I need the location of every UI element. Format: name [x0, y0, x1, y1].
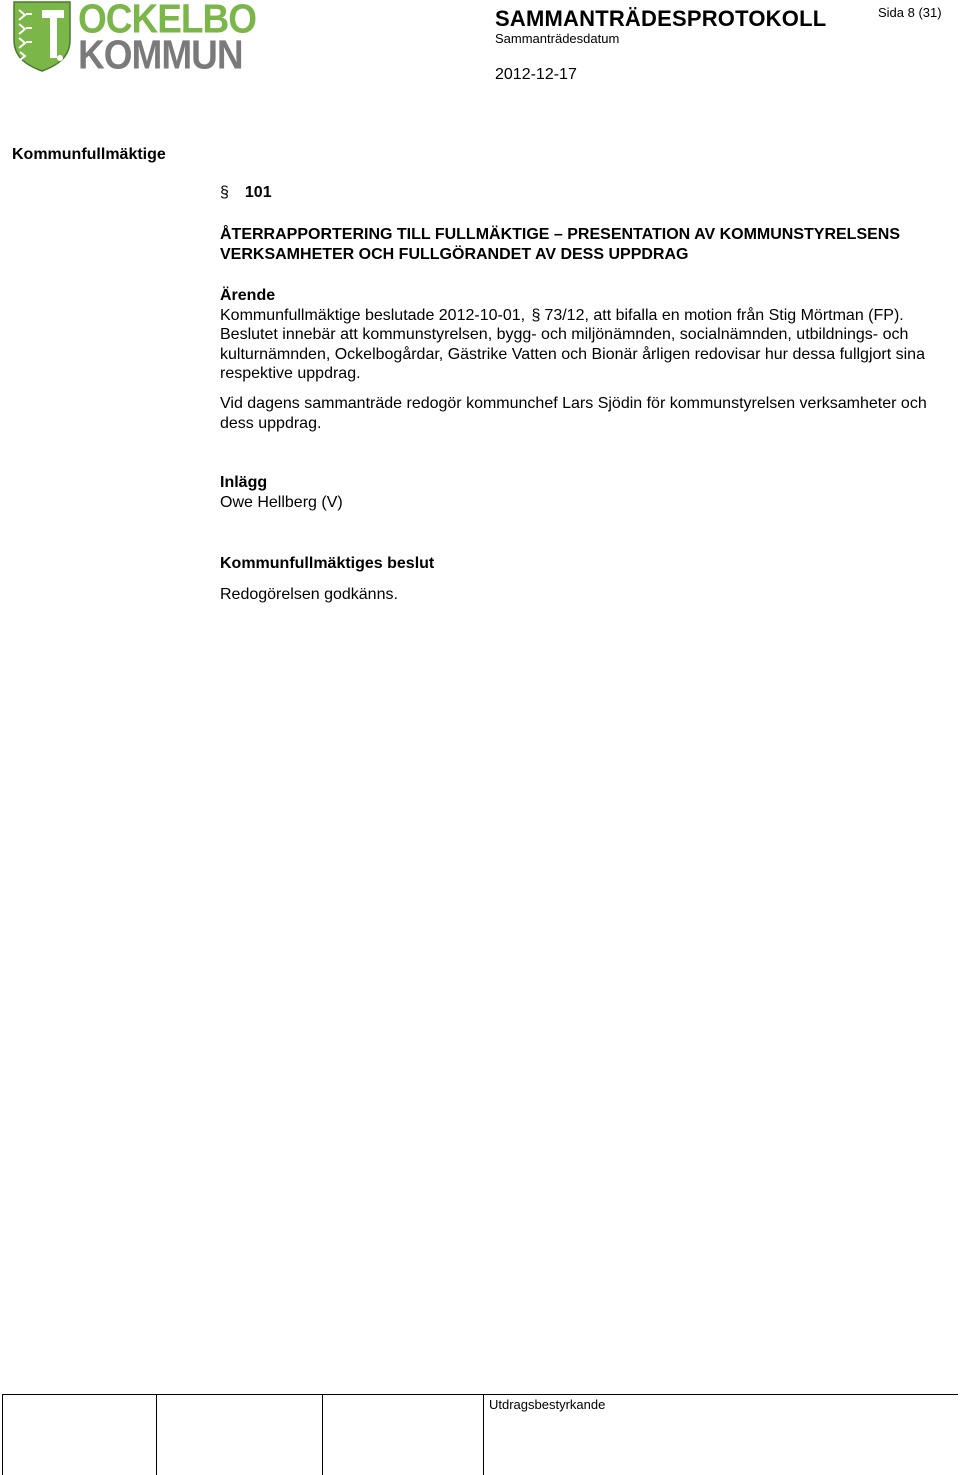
paragraph-sign: § — [220, 184, 229, 201]
arende-line-1 — [220, 306, 948, 326]
inlagg-heading: Inlägg — [220, 474, 268, 491]
page-number: Sida 8 (31) — [878, 5, 942, 20]
document-title: SAMMANTRÄDESPROTOKOLL — [495, 6, 827, 31]
body-label: Kommunfullmäktige — [12, 146, 166, 163]
signature-box-4 — [483, 1395, 484, 1475]
arende-paragraph-sign: § — [531, 307, 541, 324]
paragraph-number-value: 101 — [244, 184, 272, 201]
beslut-heading: Kommunfullmäktiges beslut — [220, 555, 435, 572]
extract-certification-label: Utdragsbestyrkande — [489, 1397, 606, 1412]
beslut-text: Redogörelsen godkänns. — [220, 586, 398, 603]
paragraph-title: ÅTERRAPPORTERING TILL FULLMÄKTIGE – PRESENTATION AV KOMMUNSTYRELSENS VERKSAMHETER OCH FULLGÖRANDET AV DESS UPPDRAG — [220, 226, 901, 263]
arende-heading: Ärende — [220, 287, 276, 304]
signature-box-2 — [156, 1395, 157, 1475]
arende-line-1-start: Kommunfullmäktige beslutade 2012-10-01, — [220, 307, 526, 324]
signature-footer — [2, 1394, 958, 1475]
arende-line-3: Vid dagens sammanträde redogör kommunchef Lars Sjödin för kommunstyrelsen verksamheter och dess uppdrag. — [220, 395, 927, 432]
meeting-date-label: Sammanträdesdatum — [495, 31, 620, 46]
inlagg-text: Owe Hellberg (V) — [220, 494, 343, 511]
signature-box-1 — [2, 1395, 3, 1475]
municipality-logo — [12, 0, 256, 78]
logo-text-ockelbo: OCKELBO — [78, 0, 256, 42]
arende-line-1-end: 73/12, att bifalla en motion från Stig Mörtman (FP). — [544, 307, 904, 324]
logo-text-kommun: KOMMUN — [78, 32, 243, 78]
arende-line-2: Beslutet innebär att kommunstyrelsen, bygg- och miljönämnden, socialnämnden, utbildnings- och kulturnämnden, Ockelbogårdar, Gästrike Vatten och Bionär årligen redovisar hur dessa fullgjort sina respektive uppdrag. — [220, 326, 925, 382]
paragraph-number — [220, 184, 272, 202]
signature-box-3 — [322, 1395, 323, 1475]
meeting-date-value: 2012-12-17 — [495, 66, 577, 83]
